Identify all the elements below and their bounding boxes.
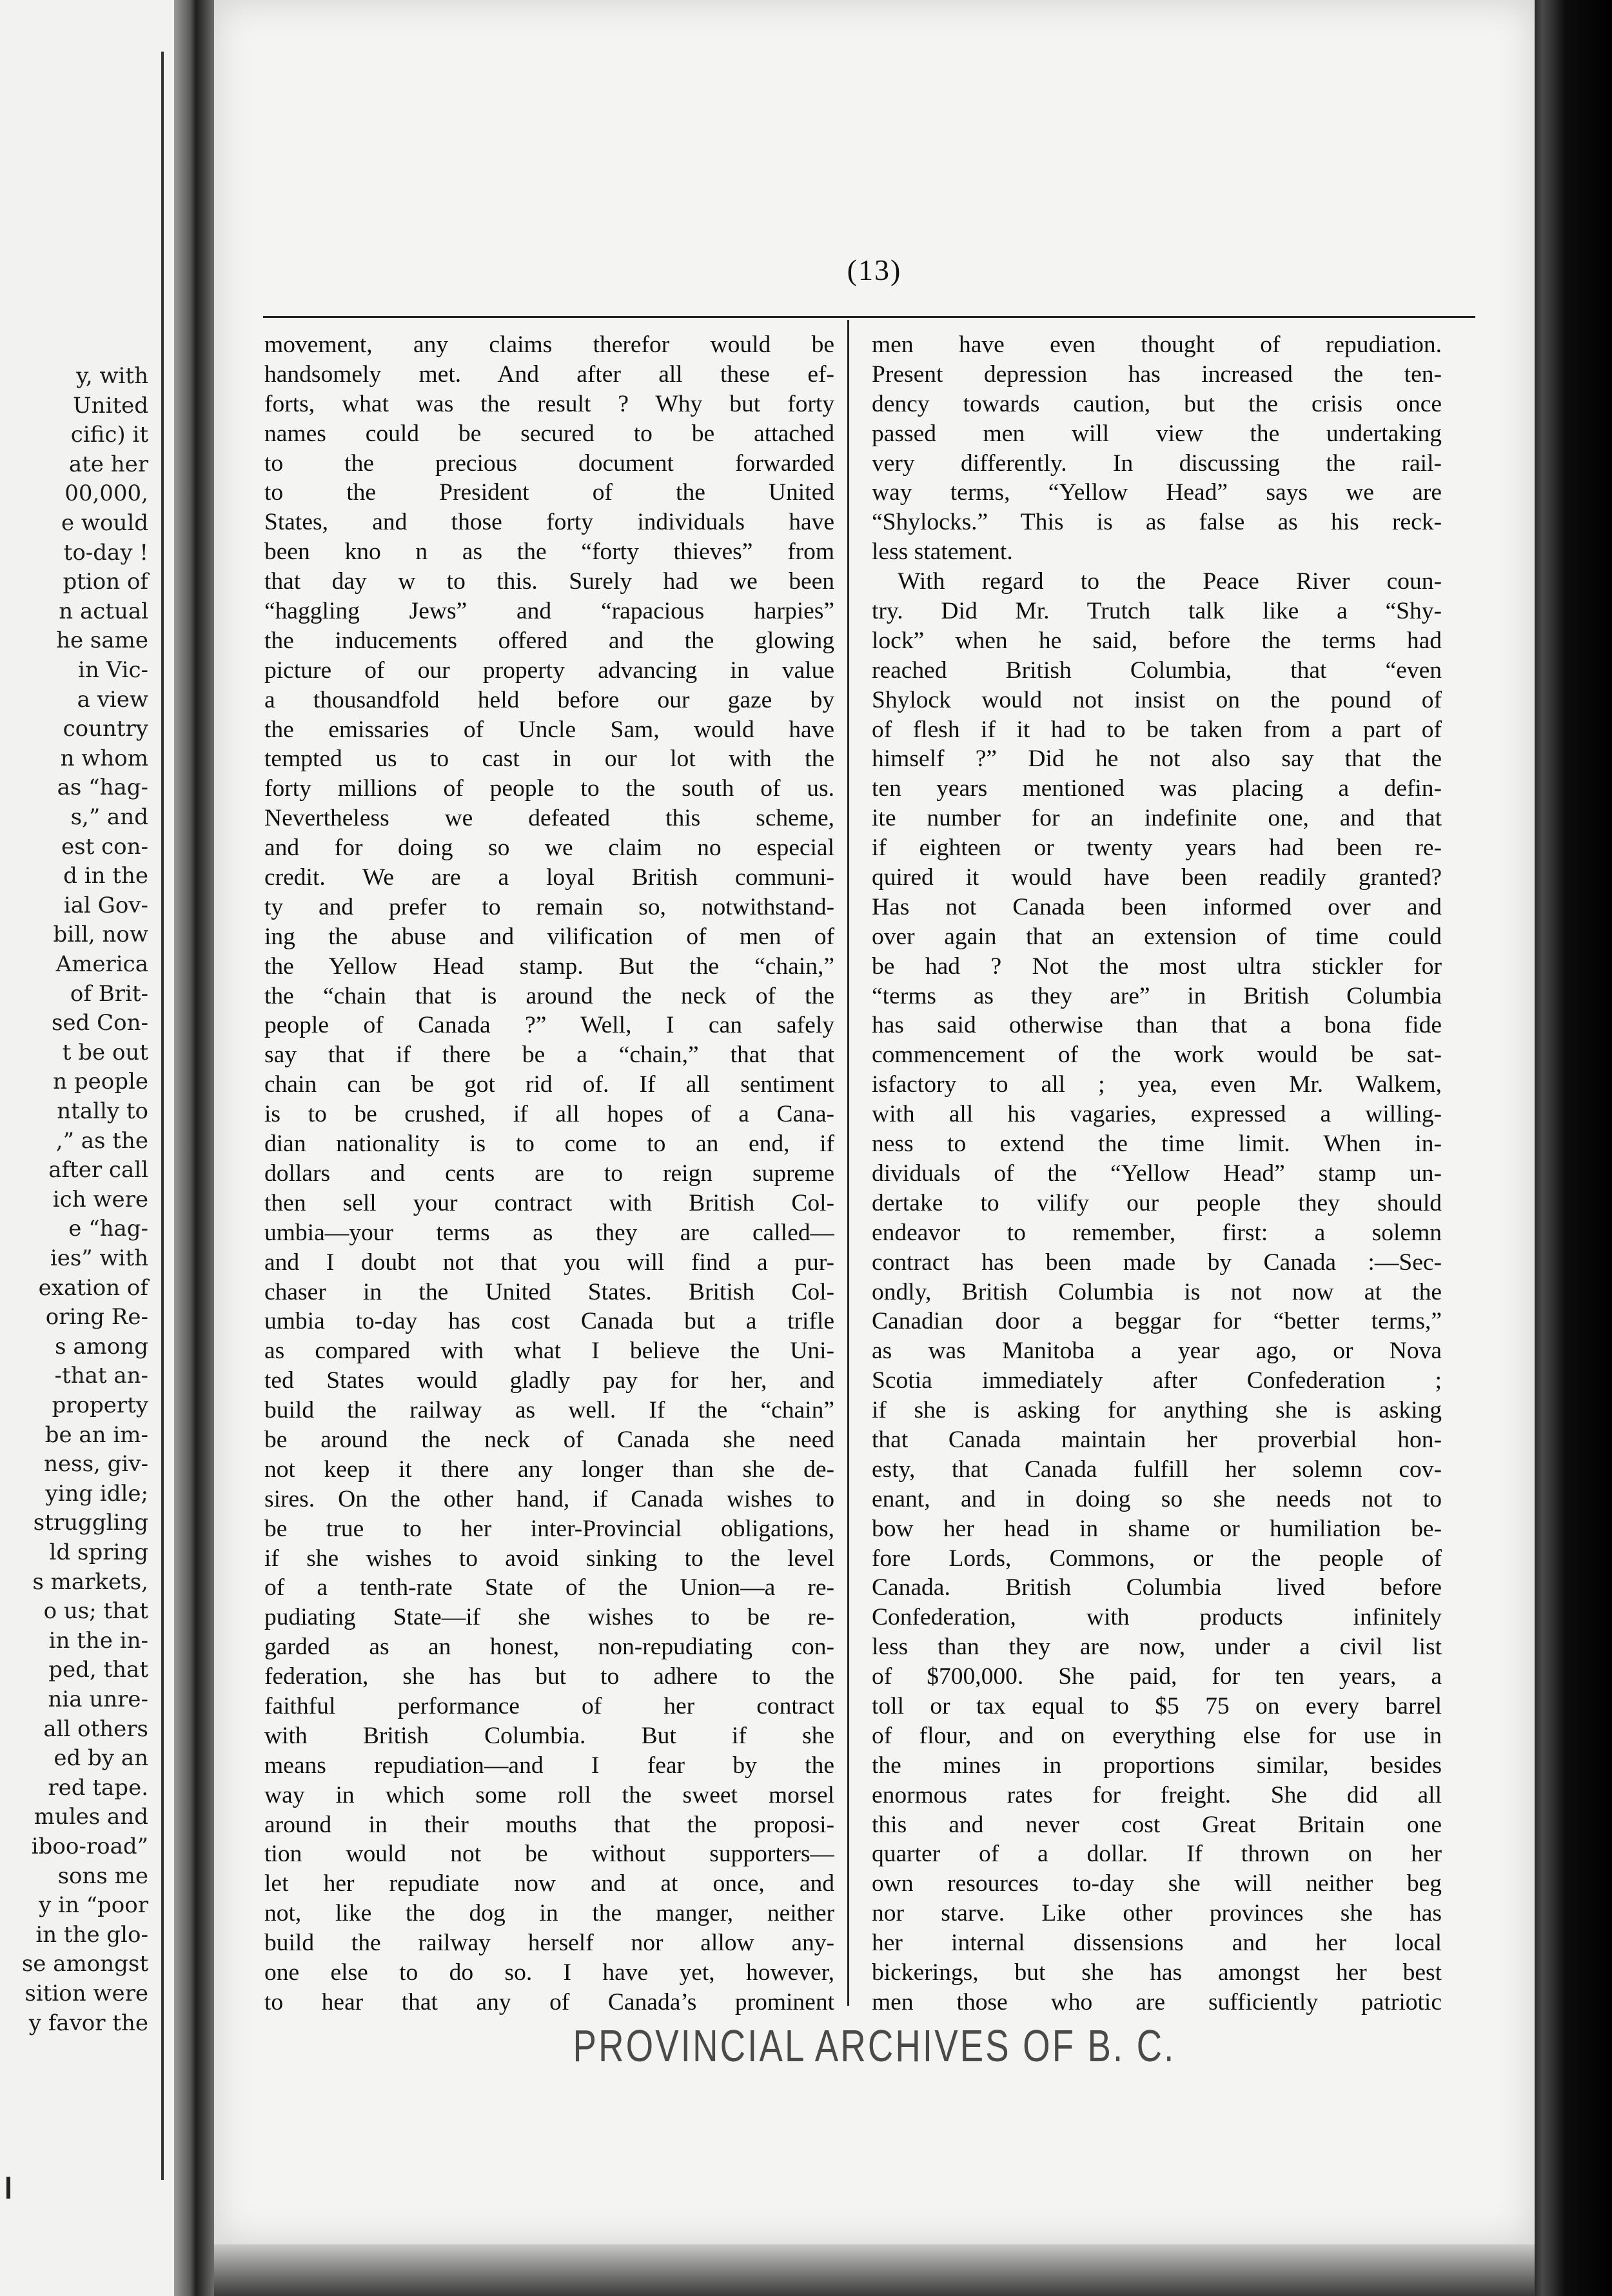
text-line: chaser in the United States. British Col- [264, 1278, 834, 1305]
text-line: Canadian door a beggar for “better terms,” [872, 1308, 1442, 1335]
fragment-line: n people [53, 1069, 148, 1095]
text-line: quired it would have been readily granted? [872, 864, 1442, 891]
text-line: that day w to this. Surely had we been [264, 568, 834, 595]
fragment-line: be an im- [44, 1421, 148, 1448]
text-line: pudiating State—if she wishes to be re- [264, 1604, 834, 1631]
fragment-line: ness, giv- [44, 1451, 148, 1478]
fragment-line: to-day ! [63, 539, 148, 566]
fragment-line: cific) it [70, 422, 148, 448]
text-line: enant, and in doing so she needs not to [872, 1485, 1442, 1512]
text-line: tempted us to cast in our lot with the [264, 746, 834, 773]
text-line: toll or tax equal to $5 75 on every barrel [872, 1692, 1442, 1719]
fragment-line: ich were [52, 1186, 148, 1212]
text-line: reached British Columbia, that “even [872, 657, 1442, 684]
text-line: ty and prefer to remain so, notwithstand- [264, 893, 834, 920]
fragment-line: after call [48, 1157, 148, 1183]
text-line: if she is asking for anything she is asking [872, 1397, 1442, 1424]
text-line: way in which some roll the sweet morsel [264, 1781, 834, 1808]
fragment-line: red tape. [48, 1774, 148, 1801]
text-line: be around the neck of Canada she need [264, 1426, 834, 1453]
text-line: the emissaries of Uncle Sam, would have [264, 716, 834, 743]
text-line: to hear that any of Canada’s prominent [264, 1988, 834, 2015]
text-line: of a tenth-rate State of the Union—a re- [264, 1574, 834, 1601]
fragment-line: 00,000, [64, 480, 148, 507]
archive-stamp: PROVINCIAL ARCHIVES OF B. C. [573, 2021, 1176, 2071]
fragment-line: property [52, 1392, 148, 1418]
text-line: sires. On the other hand, if Canada wishes to [264, 1485, 834, 1512]
fragment-line: e “hag- [68, 1216, 148, 1242]
text-line: Confederation, with products infinitely [872, 1604, 1442, 1631]
text-line: ted States would gladly pay for her, and [264, 1367, 834, 1394]
margin-mark [6, 2177, 10, 2199]
text-line: With regard to the Peace River coun- [898, 568, 1442, 595]
text-line: garded as an honest, non-repudiating con- [264, 1634, 834, 1661]
fragment-line: se amongst [21, 1951, 148, 1977]
page-edge-shadow [1535, 0, 1612, 2296]
fragment-line: as “hag- [57, 775, 148, 801]
text-line: if eighteen or twenty years had been re- [872, 835, 1442, 862]
text-line: “Shylocks.” This is as false as his reck- [872, 509, 1442, 536]
fragment-line: -that an- [54, 1363, 148, 1389]
text-line: forty millions of people to the south of us. [264, 775, 834, 802]
fragment-line: of Brit- [70, 980, 148, 1007]
text-line: dian nationality is to come to an end, if [264, 1131, 834, 1158]
text-line: dertake to vilify our people they should [872, 1189, 1442, 1216]
text-line: way terms, “Yellow Head” says we are [872, 479, 1442, 506]
text-line: ten years mentioned was placing a defin- [872, 775, 1442, 802]
text-line: umbia to-day has cost Canada but a trifle [264, 1308, 834, 1335]
text-line: federation, she has but to adhere to the [264, 1663, 834, 1690]
text-line: be had ? Not the most ultra stickler for [872, 953, 1442, 980]
fragment-line: s markets, [32, 1569, 148, 1595]
text-line: isfactory to all ; yea, even Mr. Walkem, [872, 1071, 1442, 1098]
fragment-line: s among [55, 1333, 148, 1360]
text-line: then sell your contract with British Col- [264, 1189, 834, 1216]
text-line: Has not Canada been informed over and [872, 893, 1442, 920]
text-line: himself ?” Did he not also say that the [872, 746, 1442, 773]
text-line: forts, what was the result ? Why but forty [264, 390, 834, 417]
text-line: Nevertheless we defeated this scheme, [264, 805, 834, 832]
text-line: and for doing so we claim no especial [264, 835, 834, 862]
fragment-line: sition were [25, 1981, 148, 2006]
text-line: with all his vagaries, expressed a willing- [872, 1101, 1442, 1128]
text-line: picture of our property advancing in value [264, 657, 834, 684]
text-line: over again that an extension of time could [872, 923, 1442, 950]
fragment-line: iboo-road” [31, 1834, 148, 1859]
text-line: nor starve. Like other provinces she has [872, 1900, 1442, 1927]
fragment-line: struggling [33, 1510, 148, 1536]
text-line: ness to extend the time limit. When in- [872, 1131, 1442, 1158]
text-line: of flour, and on everything else for use in [872, 1722, 1442, 1749]
fragment-line: ld spring [49, 1539, 148, 1565]
fragment-line: country [63, 716, 148, 742]
fragment-line: exation of [38, 1274, 148, 1301]
fragment-line: sed Con- [51, 1010, 148, 1036]
text-line: men have even thought of repudiation. [872, 332, 1442, 358]
text-line: her internal dissensions and her local [872, 1930, 1442, 1957]
fragment-line: United [73, 392, 148, 419]
text-line: be true to her inter-Provincial obligations, [264, 1515, 834, 1542]
document-page [214, 0, 1535, 2244]
fragment-line: ate her [68, 451, 148, 477]
text-line: with British Columbia. But if she [264, 1722, 834, 1749]
text-line: ite number for an indefinite one, and that [872, 805, 1442, 832]
text-line: the inducements offered and the glowing [264, 627, 834, 654]
text-line: Scotia immediately after Confederation ; [872, 1367, 1442, 1394]
text-line: bow her head in shame or humiliation be- [872, 1515, 1442, 1542]
text-line: States, and those forty individuals have [264, 509, 834, 536]
text-line: dollars and cents are to reign supreme [264, 1160, 834, 1187]
fragment-line: oring Re- [45, 1304, 148, 1331]
text-line: build the railway as well. If the “chain” [264, 1397, 834, 1424]
fragment-line: y, with [76, 363, 148, 389]
fragment-line: ntally to [57, 1098, 148, 1124]
text-line: has said otherwise than that a bona fide [872, 1012, 1442, 1039]
text-line: fore Lords, Commons, or the people of [872, 1545, 1442, 1572]
text-line: less than they are now, under a civil list [872, 1634, 1442, 1661]
fragment-line: ption of [63, 569, 148, 595]
text-line: faithful performance of her contract [264, 1692, 834, 1719]
text-line: been kno n as the “forty thieves” from [264, 539, 834, 566]
text-line: chain can be got rid of. If all sentiment [264, 1071, 834, 1098]
fragment-line: ying idle; [45, 1480, 148, 1507]
text-line: credit. We are a loyal British communi- [264, 864, 834, 891]
text-line: esty, that Canada fulfill her solemn cov- [872, 1456, 1442, 1483]
text-line: Canada. British Columbia lived before [872, 1574, 1442, 1601]
fragment-line: o us; that [43, 1598, 148, 1625]
text-line: if she wishes to avoid sinking to the level [264, 1545, 834, 1572]
text-line: is to be crushed, if all hopes of a Cana- [264, 1101, 834, 1128]
fragment-line: s,” and [70, 804, 148, 830]
text-column-left [264, 330, 834, 2017]
text-line: lock” when he said, before the terms had [872, 627, 1442, 654]
text-line: enormous rates for freight. She did all [872, 1781, 1442, 1808]
text-line: not, like the dog in the manger, neither [264, 1900, 834, 1927]
fragment-line: e would [61, 510, 148, 536]
fragment-line: he same [56, 628, 148, 654]
text-line: the “chain that is around the neck of the [264, 982, 834, 1009]
text-line: say that if there be a “chain,” that that [264, 1042, 834, 1069]
text-line: commencement of the work would be sat- [872, 1042, 1442, 1069]
fragment-line: ial Gov- [63, 892, 148, 918]
text-line: passed men will view the undertaking [872, 420, 1442, 447]
fragment-line: d in the [63, 863, 148, 889]
fragment-line: y in “poor [39, 1892, 148, 1919]
text-line: let her repudiate now and at once, and [264, 1870, 834, 1897]
text-line: contract has been made by Canada :—Sec- [872, 1249, 1442, 1276]
text-line: as was Manitoba a year ago, or Nova [872, 1338, 1442, 1365]
text-line: ondly, British Columbia is not now at the [872, 1278, 1442, 1305]
text-line: as compared with what I believe the Uni- [264, 1338, 834, 1365]
text-line: people of Canada ?” Well, I can safely [264, 1012, 834, 1039]
text-column-right [872, 330, 1442, 2017]
text-line: Present depression has increased the ten- [872, 361, 1442, 388]
text-line: endeavor to remember, first: a solemn [872, 1219, 1442, 1246]
text-line: of $700,000. She paid, for ten years, a [872, 1663, 1442, 1690]
fragment-line: mules and [34, 1804, 148, 1830]
text-line: to the precious document forwarded [264, 450, 834, 477]
text-line: names could be secured to be attached [264, 420, 834, 447]
text-line: movement, any claims therefor would be [264, 332, 834, 358]
text-line: handsomely met. And after all these ef- [264, 361, 834, 388]
fragment-line: a view [77, 686, 148, 713]
text-line: build the railway herself nor allow any- [264, 1930, 834, 1957]
fragment-line: in Vic- [78, 657, 148, 683]
text-line: umbia—your terms as they are called— [264, 1219, 834, 1246]
fragment-line: bill, now [53, 922, 148, 948]
text-line: the Yellow Head stamp. But the “chain,” [264, 953, 834, 980]
page-number: (13) [847, 253, 902, 286]
text-line: less statement. [872, 539, 1013, 566]
text-line: “haggling Jews” and “rapacious harpies” [264, 598, 834, 625]
page-bottom-edge [214, 2244, 1535, 2296]
column-divider [847, 320, 849, 2006]
text-line: a thousandfold held before our gaze by [264, 686, 834, 713]
previous-page-fragment [0, 0, 174, 2296]
fragment-line: est con- [61, 833, 148, 860]
book-gutter [174, 0, 214, 2296]
text-line: of flesh if it had to be taken from a part of [872, 716, 1442, 743]
text-line: and I doubt not that you will find a pur- [264, 1249, 834, 1276]
fragment-line: ed by an [54, 1745, 148, 1772]
text-line: means repudiation—and I fear by the [264, 1752, 834, 1779]
text-line: to the President of the United [264, 479, 834, 506]
fragment-line: ,” as the [55, 1127, 148, 1154]
fragment-line: in the glo- [35, 1921, 148, 1948]
text-line: this and never cost Great Britain one [872, 1811, 1442, 1838]
header-rule [263, 316, 1475, 318]
fragment-line: n actual [59, 598, 148, 624]
fragment-line: America [55, 951, 148, 977]
text-line: try. Did Mr. Trutch talk like a “Shy- [872, 598, 1442, 625]
previous-page-rule [161, 52, 164, 2180]
fragment-line: y favor the [28, 2010, 148, 2036]
text-line: “terms as they are” in British Columbia [872, 982, 1442, 1009]
fragment-line: all others [43, 1716, 148, 1742]
fragment-line: ped, that [48, 1657, 148, 1683]
fragment-line: sons me [57, 1863, 148, 1889]
text-line: ing the abuse and vilification of men of [264, 923, 834, 950]
text-line: quarter of a dollar. If thrown on her [872, 1841, 1442, 1868]
text-line: tion would not be without supporters— [264, 1841, 834, 1868]
text-line: dividuals of the “Yellow Head” stamp un- [872, 1160, 1442, 1187]
fragment-line: in the in- [48, 1627, 148, 1654]
fragment-line: n whom [60, 745, 148, 771]
text-line: that Canada maintain her proverbial hon- [872, 1426, 1442, 1453]
text-line: the mines in proportions similar, besides [872, 1752, 1442, 1779]
fragment-line: ies” with [50, 1245, 148, 1271]
text-line: around in their mouths that the proposi- [264, 1811, 834, 1838]
text-line: bickerings, but she has amongst her best [872, 1959, 1442, 1986]
fragment-line: t be out [62, 1039, 148, 1065]
text-line: men those who are sufficiently patriotic [872, 1988, 1442, 2015]
text-line: one else to do so. I have yet, however, [264, 1959, 834, 1986]
fragment-line: nia unre- [48, 1687, 148, 1712]
text-line: very differently. In discussing the rail- [872, 450, 1442, 477]
text-line: not keep it there any longer than she de- [264, 1456, 834, 1483]
text-line: dency towards caution, but the crisis once [872, 390, 1442, 417]
text-line: own resources to-day she will neither beg [872, 1870, 1442, 1897]
text-line: Shylock would not insist on the pound of [872, 686, 1442, 713]
